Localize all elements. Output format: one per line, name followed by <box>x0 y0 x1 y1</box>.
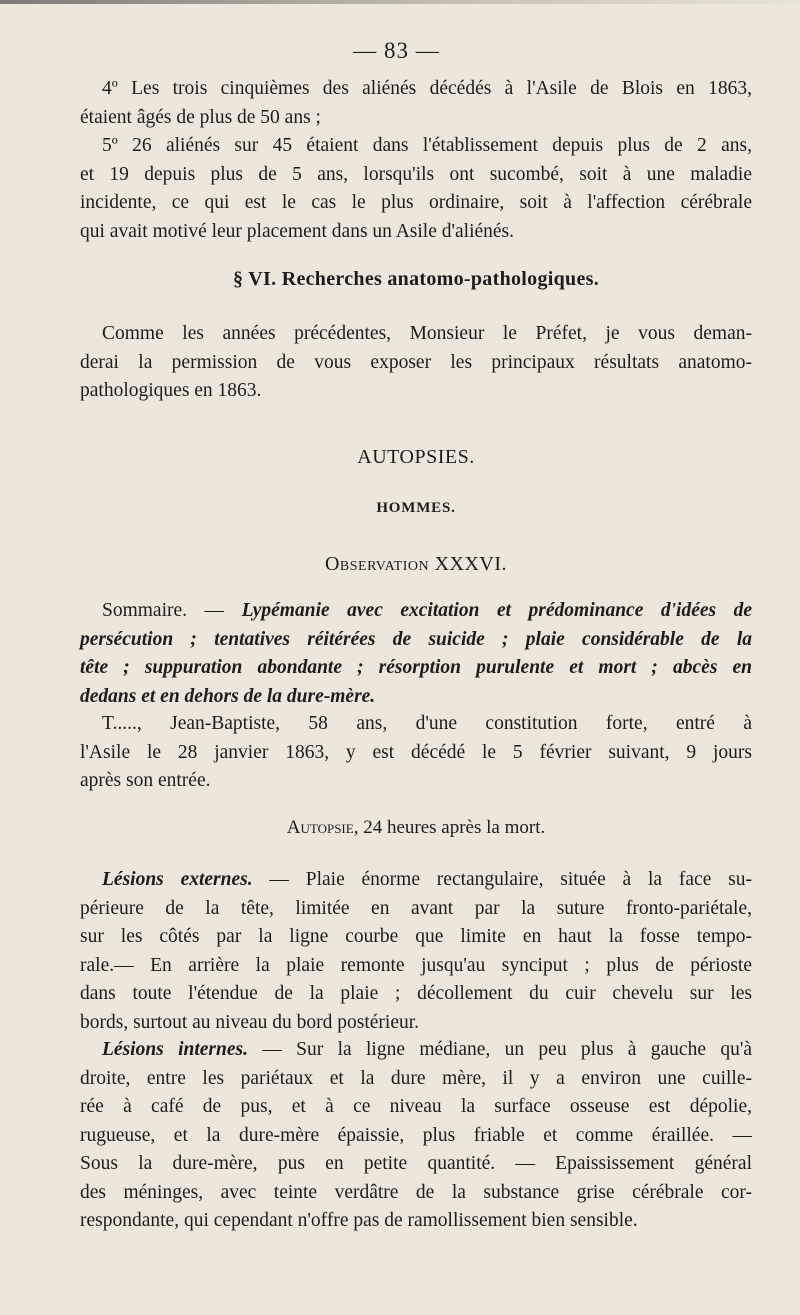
book-page <box>80 0 752 1315</box>
text-line: des méninges, avec teinte verdâtre de la substance grise cérébrale cor- <box>80 1181 752 1203</box>
sommaire-paragraph <box>80 597 752 711</box>
section-numeral: VI. <box>248 268 277 290</box>
sommaire-text: dedans et en dehors de la dure-mère. <box>80 685 376 707</box>
text-line: rugueuse, et la dure-mère épaissie, plus friable et comme éraillée. — <box>80 1124 752 1146</box>
text-line <box>80 1036 752 1065</box>
text-line: périeure de la tête, limitée en avant par la suture fronto-pariétale, <box>80 897 752 919</box>
autopsies-heading: AUTOPSIES. <box>357 446 475 468</box>
text-line: Sous la dure-mère, pus en petite quantité. — Epaississement général <box>80 1153 752 1174</box>
observation-heading: Observation XXXVI. <box>324 553 508 575</box>
sommaire-text: tête ; suppuration abondante ; résorption purulente et mort ; abcès en <box>80 657 752 678</box>
text-line <box>80 683 752 712</box>
text-line: bords, surtout au niveau du bord postérieur. <box>80 1011 420 1033</box>
patient-paragraph <box>80 710 752 796</box>
text-line: rée à café de pus, et à ce niveau la surface osseuse est dépolie, <box>80 1096 752 1117</box>
text-line: Comme les années précédentes, Monsieur le Préfet, je vous deman- <box>102 323 752 344</box>
lesions-externes-label: Lésions externes. <box>102 869 253 890</box>
lesions-internes-label: Lésions internes. <box>102 1039 248 1060</box>
intro-paragraph <box>80 320 752 406</box>
text-line: 4º Les trois cinquièmes des aliénés décédés à l'Asile de Blois en 1863, <box>102 78 752 99</box>
lesions-externes-text: — Plaie énorme rectangulaire, située à la face su- <box>252 869 752 890</box>
autopsie-line <box>80 817 752 839</box>
text-line <box>80 626 752 655</box>
section-title: Recherches anatomo-pathologiques. <box>281 268 600 290</box>
text-line: dans toute l'étendue de la plaie ; décollement du cuir chevelu sur les <box>80 983 752 1004</box>
text-line <box>80 654 752 683</box>
lesions-internes-paragraph <box>80 1036 752 1236</box>
sommaire-label: Sommaire. — <box>102 600 225 621</box>
text-line: respondante, qui cependant n'offre pas de ramollissement bien sensible. <box>80 1210 638 1231</box>
paragraph-5 <box>80 132 752 246</box>
text-line: T....., Jean-Baptiste, 58 ans, d'une constitution forte, entré à <box>102 713 752 734</box>
sommaire-text: persécution ; tentatives réitérées de suicide ; plaie considérable de la <box>80 628 752 650</box>
section-symbol: § <box>232 268 244 290</box>
text-line: l'Asile le 28 janvier 1863, y est décédé le 5 février suivant, 9 jours <box>80 741 752 763</box>
text-line: pathologiques en 1863. <box>80 380 262 401</box>
lesions-externes-paragraph <box>80 866 752 1037</box>
hommes-heading: HOMMES. <box>376 500 456 516</box>
text-line: et 19 depuis plus de 5 ans, lorsqu'ils ont sucombé, soit à une maladie <box>80 163 752 185</box>
text-line: sur les côtés par la ligne courbe que limite en haut la fosse tempo- <box>80 926 752 947</box>
lesions-internes-text: — Sur la ligne médiane, un peu plus à gauche qu'à <box>247 1039 752 1060</box>
text-line: droite, entre les pariétaux et la dure mère, il y a environ une cuille- <box>80 1067 752 1089</box>
autopsie-text: , 24 heures après la mort. <box>353 817 546 838</box>
text-line: rale.— En arrière la plaie remonte jusqu'au synciput ; plus de périoste <box>80 954 752 976</box>
autopsie-label: Autopsie <box>286 817 354 838</box>
text-line: incidente, ce qui est le cas le plus ordinaire, soit à l'affection cérébrale <box>80 192 752 213</box>
text-line: qui avait motivé leur placement dans un Asile d'aliénés. <box>80 220 515 242</box>
paragraph-4 <box>80 75 752 132</box>
section-heading <box>80 268 752 291</box>
text-line <box>80 866 752 895</box>
text-line: après son entrée. <box>80 770 211 791</box>
page-number: — 83 — <box>353 38 440 63</box>
text-line <box>80 597 752 626</box>
sommaire-text: Lypémanie avec excitation et prédominance d'idées de <box>241 600 753 621</box>
text-line: 5º 26 aliénés sur 45 étaient dans l'établissement depuis plus de 2 ans, <box>102 135 752 156</box>
text-line: derai la permission de vous exposer les principaux résultats anatomo- <box>80 351 752 373</box>
text-line: étaient âgés de plus de 50 ans ; <box>80 106 321 128</box>
